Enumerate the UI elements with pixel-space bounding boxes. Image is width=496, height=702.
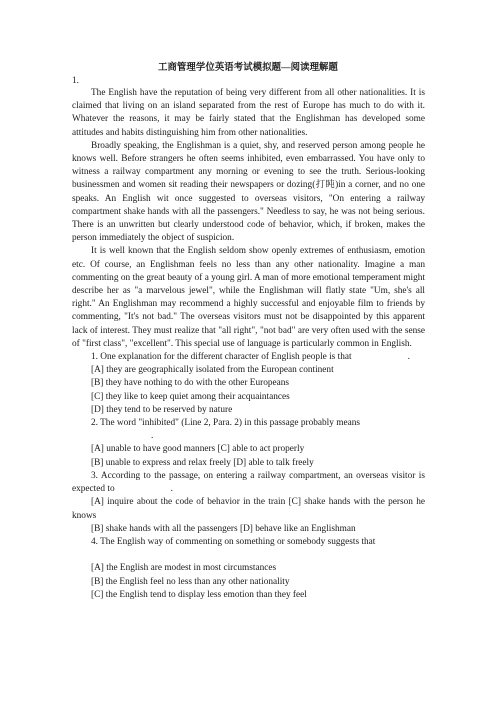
question-1-option-c: [C] they like to keep quiet among their acquaintances [91,391,290,402]
question-1-option-a: [A] they are geographically isolated from the European continent [91,365,334,376]
paragraph-2: Broadly speaking, the Englishman is a quiet, shy, and reserved person among people he knows well. Before strangers he often seems inhibited, even embarrassed. You have only to witness a railway compartment any morning or evening to see the truth. Serious-looking businessmen and women sit reading their newspapers or dozing(打盹)in a corner, and no one speaks. An English wit once suggested to overseas visitors, "On entering a railway compartment shake hands with all the passengers." Needless to say, he was not being serious. There is an unwritten but clearly understood code of behavior, which, if broken, makes the person immediately the object of suspicion. [72,140,425,244]
question-1-stem: 1. One explanation for the different character of English people is that [91,352,352,363]
question-2-end: . [151,431,154,442]
question-4-option-c: [C] the English tend to display less emotion than they feel [91,589,307,600]
question-2 [72,417,425,430]
question-1 [72,351,425,364]
paragraph-3: It is well known that the English seldom show openly extremes of enthusiasm, emotion etc. Of course, an Englishman feels no less than any other nationality. Imagine a man commenting on the great beauty of a young girl. A man of more emotional temperament might describe her as "a marvelous jewel", while the Englishman will flatly state "Um, she's all right." An Englishman may recommend a highly successful and enjoyable film to friends by commenting, "It's not bad." The overseas visitors must not be disappointed by this apparent lack of interest. They must realize that "all right", "not bad" are very often used with the sense of "first class", "excellent". This special use of language is particularly common in English. [72,246,425,349]
question-3 [72,470,425,496]
question-1-option-b: [B] they have nothing to do with the other Europeans [91,378,290,389]
question-4-option-a: [A] the English are modest in most circumstances [91,563,277,574]
question-2-blank-line [72,430,425,443]
question-3-end: . [170,484,173,495]
question-4-blank-line [72,549,425,562]
question-4-stem: 4. The English way of commenting on something or somebody suggests that [91,536,376,547]
question-2-stem: 2. The word "inhibited" (Line 2, Para. 2) in this passage probably means [91,418,360,429]
question-4 [72,536,425,549]
question-3-stem: 3. According to the passage, on entering a railway compartment, an overseas visitor is expected to [72,470,425,495]
question-4-option-b: [B] the English feel no less than any other nationality [91,576,290,587]
question-2-options-ac: [A] unable to have good manners [C] able to act properly [91,444,305,455]
question-3-options-bd: [B] shake hands with all the passengers [D] behave like an Englishman [91,523,356,534]
page-title: 工商管理学位英语考试模拟题—阅读理解题 [157,63,339,73]
question-3-options-ac: [A] inquire about the code of behavior in the train [C] shake hands with the person he knows [72,497,425,521]
question-2-options-bd: [B] unable to express and relax freely [D] able to talk freely [91,457,314,468]
question-1-end: . [407,352,410,363]
paragraph-1: The English have the reputation of being very different from all other nationalities. It is claimed that living on an island separated from the rest of Europe has much to do with it. Whatever the reasons, it may be fairly stated that the Englishman has developed some attitudes and habits distinguishing him from other nationalities. [72,88,425,138]
question-1-option-d: [D] they tend to be reserved by nature [91,404,233,415]
document-body [72,87,425,602]
section-number: 1. [72,76,79,86]
